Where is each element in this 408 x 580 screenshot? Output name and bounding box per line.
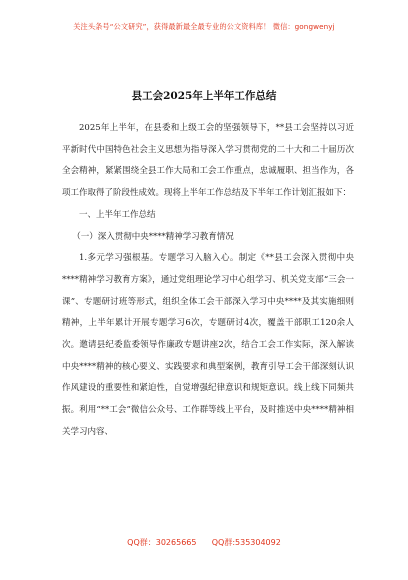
page-header-banner: 关注头条号“公文研究”，获得最新最全最专业的公文资料库！ 微信：gongwenyj xyxy=(73,22,335,31)
document-title: 县工会2025年上半年工作总结 xyxy=(131,90,277,102)
page-footer-qq-groups: QQ群：30265665 QQ群:535304092 xyxy=(127,538,281,547)
document-body xyxy=(62,118,354,444)
item-paragraph: 1.多元学习强根基。专题学习入脑入心。制定《**县工会深入贯彻中央****精神学习教育方案》，通过党组理论学习中心组学习、机关党支部“三会一课”、专题研讨班等形式，组织全体工会干部深入学习中央****及其实施细则精神，上半年累计开展专题学习6次，专题研讨4次，覆盖干部职工120余人次。邀请县纪委监委领导作廉政专题讲座2次，结合工会工作实际，深入解读中央****精神的核心要义、实践要求和典型案例，教育引导工会干部深刻认识作风建设的重要性和紧迫性，自觉增强纪律意识和规矩意识。线上线下同频共振。利用“**工会”微信公众号、工作群等线上平台，及时推送中央****精神相关学习内容、 xyxy=(62,253,354,437)
section-heading: 一、上半年工作总结 xyxy=(79,209,156,220)
intro-paragraph: 2025年上半年，在县委和上级工会的坚强领导下，**县工会坚持以习近平新时代中国特色社会主义思想为指导深入学习贯彻党的二十大和二十届历次全会精神，紧紧围绕全县工作大局和工会工作重点，忠诚履职、担当作为，各项工作取得了阶段性成效。现将上半年工作总结及下半年工作计划汇报如下： xyxy=(62,123,354,199)
subsection-heading: （一）深入贯彻中央****精神学习教育情况 xyxy=(72,231,234,242)
